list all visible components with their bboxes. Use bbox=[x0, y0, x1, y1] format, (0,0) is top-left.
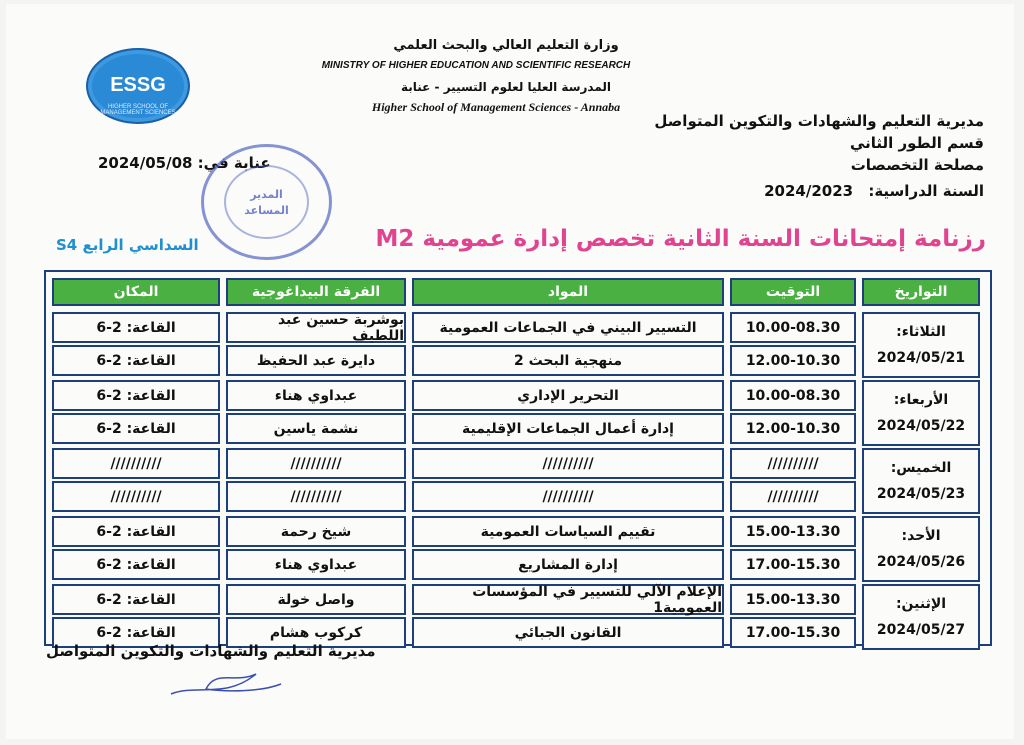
team-cell: ////////// bbox=[226, 481, 406, 512]
school-arabic: المدرسة العليا لعلوم التسيير - عنابة bbox=[400, 80, 612, 94]
subject-cell: القانون الجبائي bbox=[412, 617, 724, 648]
time-cell: 17.00-15.30 bbox=[730, 617, 856, 648]
ministry-arabic: وزارة التعليم العالي والبحث العلمي bbox=[393, 38, 619, 53]
team-cell: عبداوي هناء bbox=[226, 380, 406, 411]
day-cell bbox=[862, 584, 980, 650]
signature-directorate: مديرية التعليم والشهادات والتكوين المتواصل bbox=[46, 642, 376, 660]
team-cell: نشمة ياسين bbox=[226, 413, 406, 444]
day-cell bbox=[862, 448, 980, 514]
day-name: الأحد: bbox=[901, 528, 941, 544]
academic-year bbox=[764, 182, 984, 200]
day-date: 2024/05/22 bbox=[876, 418, 966, 434]
subject-cell: تقييم السياسات العمومية bbox=[412, 516, 724, 547]
exam-schedule-table bbox=[44, 270, 992, 646]
logo-ring-text: HIGHER SCHOOL OF MANAGEMENT SCIENCES bbox=[100, 104, 176, 116]
time-cell: 10.00-08.30 bbox=[730, 312, 856, 343]
day-date: 2024/05/23 bbox=[876, 486, 966, 502]
day-cell bbox=[862, 516, 980, 582]
ministry-english: MINISTRY OF HIGHER EDUCATION AND SCIENTIFIC RESEARCH bbox=[321, 60, 631, 71]
directorate-block bbox=[654, 110, 984, 176]
header-time: التوقيت bbox=[730, 278, 856, 306]
day-date: 2024/05/26 bbox=[876, 554, 966, 570]
team-cell: شيخ رحمة bbox=[226, 516, 406, 547]
place-cell: القاعة: 2-6 bbox=[52, 413, 220, 444]
semester-label: السداسي الرابع S4 bbox=[56, 236, 199, 254]
header-subject: المواد bbox=[412, 278, 724, 306]
subject-cell: الإعلام الآلي للتسيير في المؤسسات العمومية1 bbox=[412, 584, 724, 615]
time-cell: 10.00-08.30 bbox=[730, 380, 856, 411]
service-line: مصلحة التخصصات bbox=[850, 156, 984, 174]
day-name: الثلاثاء: bbox=[896, 324, 946, 340]
official-stamp bbox=[201, 144, 332, 260]
place-cell: القاعة: 2-6 bbox=[52, 584, 220, 615]
team-cell: بوشربة حسين عبد اللطيف bbox=[226, 312, 406, 343]
department-line: قسم الطور الثاني bbox=[849, 134, 984, 152]
stamp-line-1: المدير bbox=[250, 188, 283, 201]
time-cell: 15.00-13.30 bbox=[730, 516, 856, 547]
time-cell: 15.00-13.30 bbox=[730, 584, 856, 615]
school-english: Higher School of Management Sciences - Annaba bbox=[371, 100, 621, 114]
place-cell: ////////// bbox=[52, 481, 220, 512]
subject-cell: منهجية البحث 2 bbox=[412, 345, 724, 376]
school-logo bbox=[86, 48, 190, 124]
time-cell: 12.00-10.30 bbox=[730, 345, 856, 376]
team-cell: عبداوي هناء bbox=[226, 549, 406, 580]
day-cell bbox=[862, 312, 980, 378]
subject-cell: ////////// bbox=[412, 448, 724, 479]
stamp-line-2: المساعد bbox=[244, 204, 289, 217]
place-cell: ////////// bbox=[52, 448, 220, 479]
team-cell: ////////// bbox=[226, 448, 406, 479]
day-date: 2024/05/27 bbox=[876, 622, 966, 638]
time-cell: 12.00-10.30 bbox=[730, 413, 856, 444]
day-name: الخميس: bbox=[890, 460, 952, 476]
place-cell: القاعة: 2-6 bbox=[52, 549, 220, 580]
subject-cell: إدارة أعمال الجماعات الإقليمية bbox=[412, 413, 724, 444]
header-date: التواريخ bbox=[862, 278, 980, 306]
logo-text: ESSG bbox=[110, 74, 166, 96]
directorate-line: مديرية التعليم والشهادات والتكوين المتواصل bbox=[654, 112, 984, 130]
time-cell: ////////// bbox=[730, 481, 856, 512]
place-cell: القاعة: 2-6 bbox=[52, 312, 220, 343]
schedule-title: رزنامة إمتحانات السنة الثانية تخصص إدارة عمومية M2 bbox=[375, 226, 986, 252]
place-cell: القاعة: 2-6 bbox=[52, 516, 220, 547]
year-label: السنة الدراسية: bbox=[868, 182, 984, 200]
time-cell: ////////// bbox=[730, 448, 856, 479]
subject-cell: ////////// bbox=[412, 481, 724, 512]
team-cell: دايرة عبد الحفيظ bbox=[226, 345, 406, 376]
day-cell bbox=[862, 380, 980, 446]
place-cell: القاعة: 2-6 bbox=[52, 380, 220, 411]
issue-date: عنابة في: 2024/05/08 bbox=[98, 154, 271, 172]
handwritten-signature bbox=[166, 654, 286, 704]
team-cell: كركوب هشام bbox=[226, 617, 406, 648]
day-name: الإثنين: bbox=[895, 596, 947, 612]
subject-cell: التحرير الإداري bbox=[412, 380, 724, 411]
stamp-text bbox=[204, 187, 329, 219]
year-value: 2024/2023 bbox=[764, 182, 854, 200]
place-cell: القاعة: 2-6 bbox=[52, 617, 220, 648]
day-date: 2024/05/21 bbox=[876, 350, 966, 366]
subject-cell: التسيير البيني في الجماعات العمومية bbox=[412, 312, 724, 343]
header-place: المكان bbox=[52, 278, 220, 306]
day-name: الأربعاء: bbox=[893, 392, 949, 408]
team-cell: واصل خولة bbox=[226, 584, 406, 615]
time-cell: 17.00-15.30 bbox=[730, 549, 856, 580]
place-cell: القاعة: 2-6 bbox=[52, 345, 220, 376]
header-team: الفرقة البيداغوجية bbox=[226, 278, 406, 306]
document-page bbox=[6, 4, 1014, 739]
subject-cell: إدارة المشاريع bbox=[412, 549, 724, 580]
